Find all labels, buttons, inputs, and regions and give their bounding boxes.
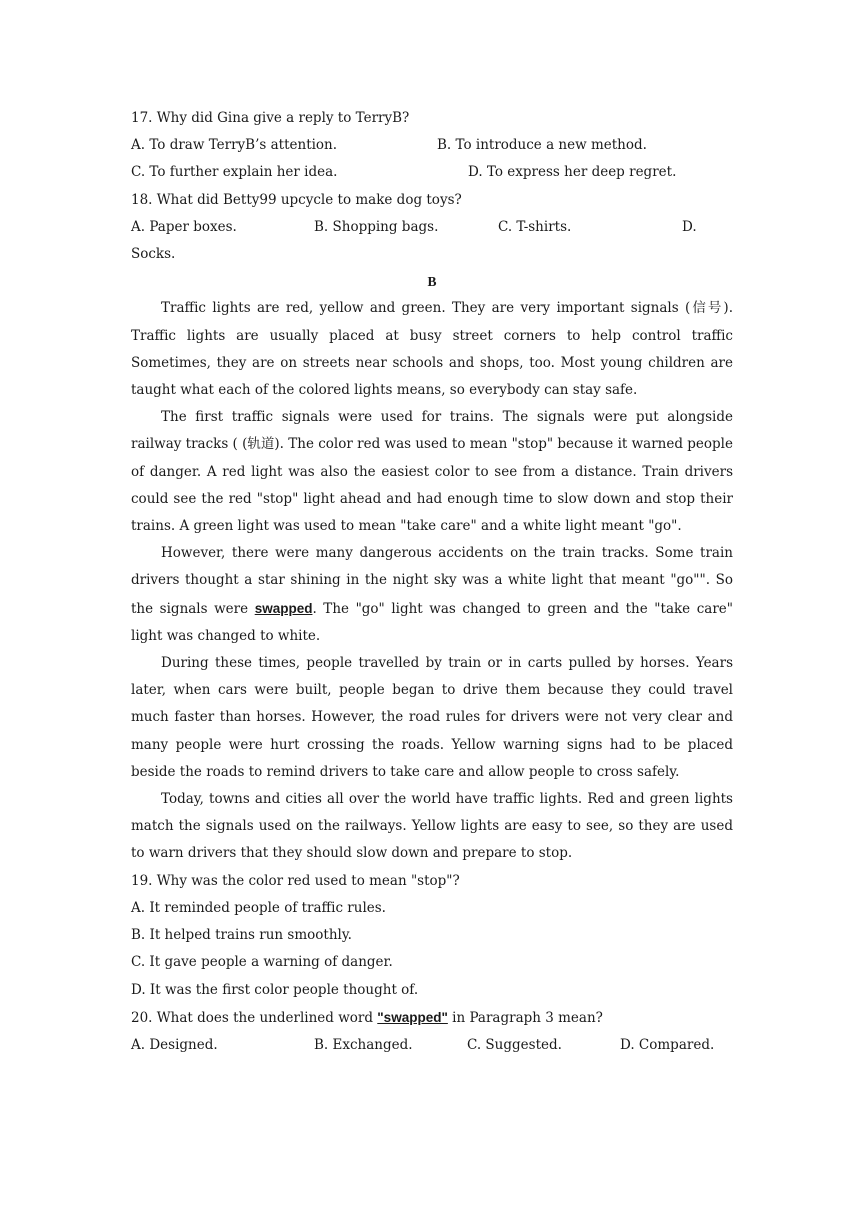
passage-paragraph-2: The first traffic signals were used for trains. The signals were put alongside railway tracks ( (轨道). The color red was used to mean "stop" because it warned people of danger. A red light was also the easiest color to see from a distance. Train drivers could see the red "stop" light ahead and had enough time to slow down and stop their trains. A green light was used to mean "take care" and a white light meant "go".: [131, 409, 733, 535]
q17-option-d: D. To express her deep regret.: [468, 164, 677, 181]
q20-option-c: C. Suggested.: [467, 1036, 562, 1053]
q19-option-d: D. It was the first color people thought of.: [131, 981, 419, 998]
q19-stem: 19. Why was the color red used to mean "stop"?: [131, 872, 460, 889]
q20-underlined-word: "swapped": [377, 1009, 448, 1025]
q19-option-b: B. It helped trains run smoothly.: [131, 927, 352, 944]
q17-options-row-2: [131, 159, 733, 186]
q18-option-a: A. Paper boxes.: [131, 218, 237, 235]
q19-option-a: A. It reminded people of traffic rules.: [131, 899, 386, 916]
q17-option-b: B. To introduce a new method.: [437, 137, 647, 154]
passage-paragraph-3: [131, 540, 733, 650]
q20-option-b: B. Exchanged.: [314, 1036, 413, 1053]
q18-stem: 18. What did Betty99 upcycle to make dog toys?: [131, 191, 462, 208]
passage-paragraph-5: Today, towns and cities all over the world have traffic lights. Red and green lights match the signals used on the railways. Yellow lights are easy to see, so they are used to warn drivers that they should slow down and prepare to stop.: [131, 791, 733, 862]
q18-option-d: D.: [682, 218, 697, 235]
q18-option-b: B. Shopping bags.: [314, 218, 439, 235]
paragraph-3-before: However, there were many dangerous accidents on the train tracks. Some train drivers thought a star shining in the night sky was a white light that meant "go"". So the signals were: [131, 545, 733, 617]
q19-option-c: C. It gave people a warning of danger.: [131, 954, 393, 971]
q20-option-a: A. Designed.: [131, 1036, 218, 1053]
q18-option-d-continued: Socks.: [131, 246, 176, 263]
q20-stem-before: 20. What does the underlined word: [131, 1009, 378, 1026]
q18-options-row: [131, 214, 733, 241]
q17-options-row-1: [131, 132, 733, 159]
q20-option-d: D. Compared.: [620, 1036, 715, 1053]
exam-page: [131, 105, 733, 1059]
q20-stem: [131, 1004, 733, 1032]
q17-option-a: A. To draw TerryB’s attention.: [131, 137, 338, 154]
section-title: B: [427, 274, 437, 290]
underlined-word-swapped: swapped: [254, 600, 313, 616]
q17-option-c: C. To further explain her idea.: [131, 164, 338, 181]
q20-options-row: [131, 1032, 733, 1059]
q20-stem-after: in Paragraph 3 mean?: [447, 1009, 603, 1026]
paragraph-3-after: . The "go" light was changed to green and the "take care" light was changed to white.: [131, 600, 733, 644]
passage-paragraph-1: Traffic lights are red, yellow and green. They are very important signals (信号). Traffic lights are usually placed at busy street corners to help control traffic Sometimes, they are on streets near schools and shops, too. Most young children are taught what each of the colored lights means, so everybody can stay safe.: [131, 300, 733, 399]
passage-paragraph-4: During these times, people travelled by train or in carts pulled by horses. Years later, when cars were built, people began to drive them because they could travel much faster than horses. However, the road rules for drivers were not very clear and many people were hurt crossing the roads. Yellow warning signs had to be placed beside the roads to remind drivers to take care and allow people to cross safely.: [131, 655, 733, 780]
q18-option-c: C. T-shirts.: [498, 218, 572, 235]
q17-stem: 17. Why did Gina give a reply to TerryB?: [131, 110, 410, 126]
